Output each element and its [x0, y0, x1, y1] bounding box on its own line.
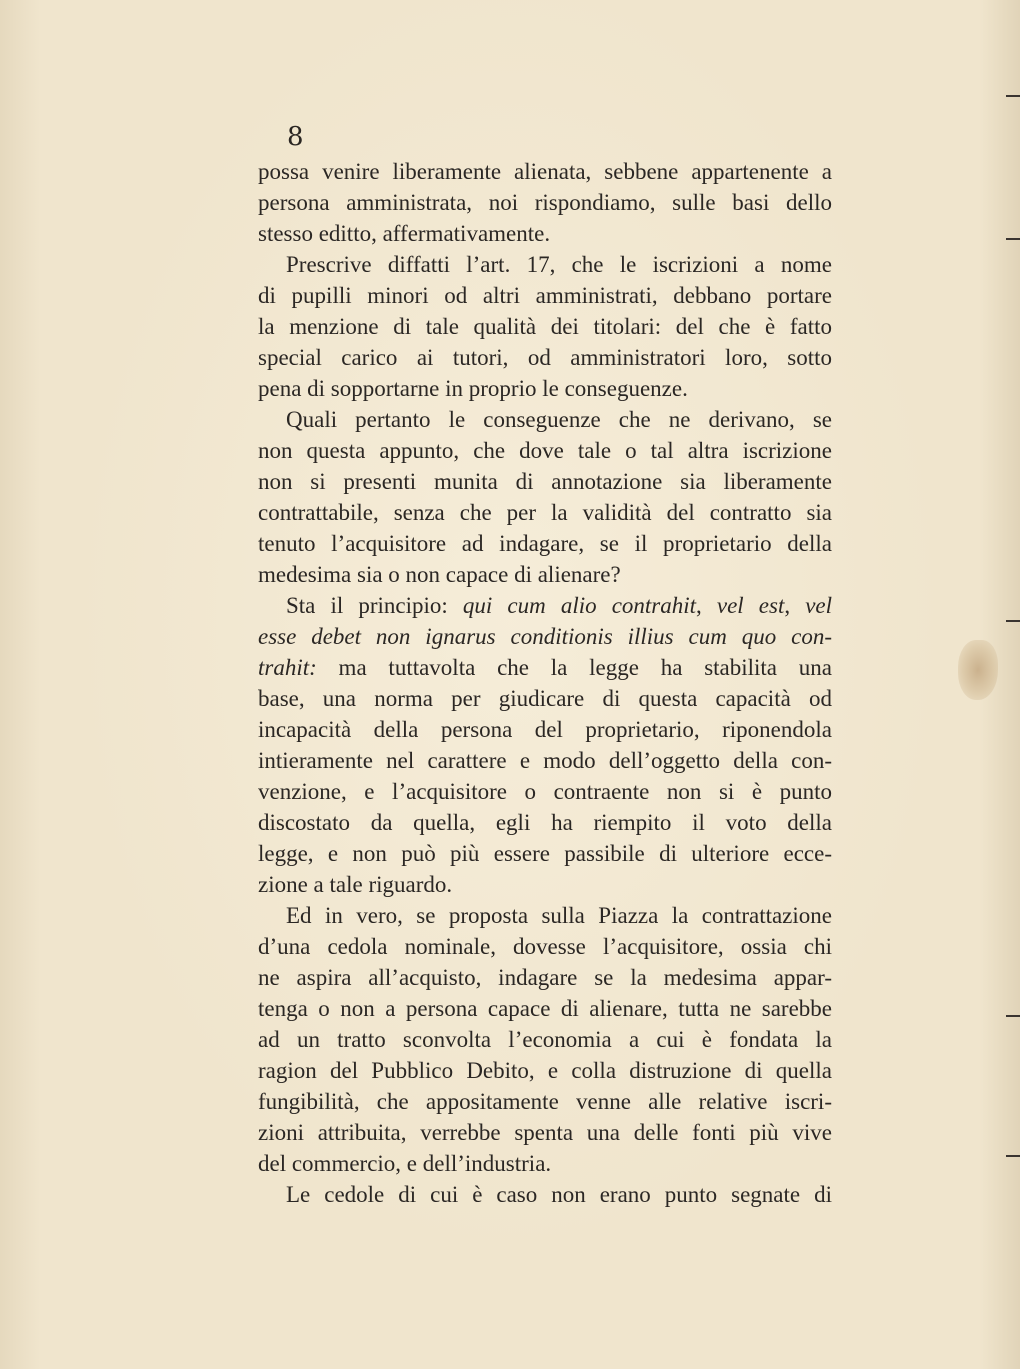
text-line: persona amministrata, noi rispondiamo, sulle basi dello — [258, 190, 832, 215]
latin-quote-fragment: vel — [805, 593, 832, 618]
text-line: special carico ai tutori, od amministratori loro, sotto — [258, 345, 832, 370]
text-line: pena di sopportarne in proprio le conseguenze. — [258, 376, 688, 401]
latin-quote-fragment: vel est — [716, 593, 785, 618]
text-line: possa venire liberamente alienata, sebbene appartenente a — [258, 159, 832, 184]
text-line: ad un tratto sconvolta l’economia a cui è fondata la — [258, 1027, 832, 1052]
text-line — [258, 621, 832, 652]
edge-mark — [1006, 238, 1020, 240]
text-line: Le cedole di cui è caso non erano punto segnate di — [286, 1182, 832, 1207]
text-line: fungibilità, che appositamente venne alle relative iscri- — [258, 1089, 832, 1114]
page-number: 8 — [287, 122, 304, 152]
latin-quote-fragment: trahit: — [258, 655, 317, 680]
text-line — [258, 590, 832, 621]
text-line: zioni attribuita, verrebbe spenta una delle fonti più vive — [258, 1120, 832, 1145]
text-line: tenuto l’acquisitore ad indagare, se il proprietario della — [258, 531, 832, 556]
text-line: Quali pertanto le conseguenze che ne derivano, se — [286, 407, 832, 432]
text-line: base, una norma per giudicare di questa capacità od — [258, 686, 832, 711]
text-line: non questa appunto, che dove tale o tal altra iscrizione — [258, 438, 832, 463]
body-text — [258, 156, 832, 1210]
text-line: venzione, e l’acquisitore o contraente non si è punto — [258, 779, 832, 804]
text-line: tenga o non a persona capace di alienare, tutta ne sarebbe — [258, 996, 832, 1021]
text-fragment: , — [784, 593, 806, 618]
text-line — [258, 652, 832, 683]
text-line: d’una cedola nominale, dovesse l’acquisitore, ossia chi — [258, 934, 832, 959]
latin-quote-fragment: qui cum alio contrahit — [462, 593, 697, 618]
edge-mark — [1006, 1155, 1020, 1157]
text-fragment: ma tuttavolta che la legge ha stabilita una — [316, 655, 832, 680]
text-line: contrattabile, senza che per la validità del contratto sia — [258, 500, 832, 525]
text-line: Ed in vero, se proposta sulla Piazza la contrattazione — [286, 903, 832, 928]
paper-stain — [958, 640, 998, 700]
text-line: non si presenti munita di annotazione sia liberamente — [258, 469, 832, 494]
latin-quote-fragment: esse debet non ignarus conditionis illius cum quo con- — [258, 624, 832, 649]
text-line: zione a tale riguardo. — [258, 872, 453, 897]
text-line: legge, e non può più essere passibile di ulteriore ecce- — [258, 841, 832, 866]
text-line: intieramente nel carattere e modo dell’oggetto della con- — [258, 748, 832, 773]
text-line: ne aspira all’acquisto, indagare se la medesima appar- — [258, 965, 832, 990]
edge-mark — [1006, 95, 1020, 97]
text-fragment: Sta il principio: — [286, 593, 463, 618]
text-line: incapacità della persona del proprietario, riponendola — [258, 717, 832, 742]
text-line: ragion del Pubblico Debito, e colla distruzione di quella — [258, 1058, 832, 1083]
text-line: discostato da quella, egli ha riempito il voto della — [258, 810, 832, 835]
text-line: la menzione di tale qualità dei titolari: del che è fatto — [258, 314, 832, 339]
edge-mark — [1006, 620, 1020, 622]
text-line: Prescrive diffatti l’art. 17, che le iscrizioni a nome — [286, 252, 832, 277]
text-line: del commercio, e dell’industria. — [258, 1151, 552, 1176]
text-fragment: , — [696, 593, 717, 618]
text-line: medesima sia o non capace di alienare? — [258, 562, 621, 587]
text-line: stesso editto, affermativamente. — [258, 221, 551, 246]
text-line: di pupilli minori od altri amministrati, debbano portare — [258, 283, 832, 308]
edge-mark — [1006, 1015, 1020, 1017]
